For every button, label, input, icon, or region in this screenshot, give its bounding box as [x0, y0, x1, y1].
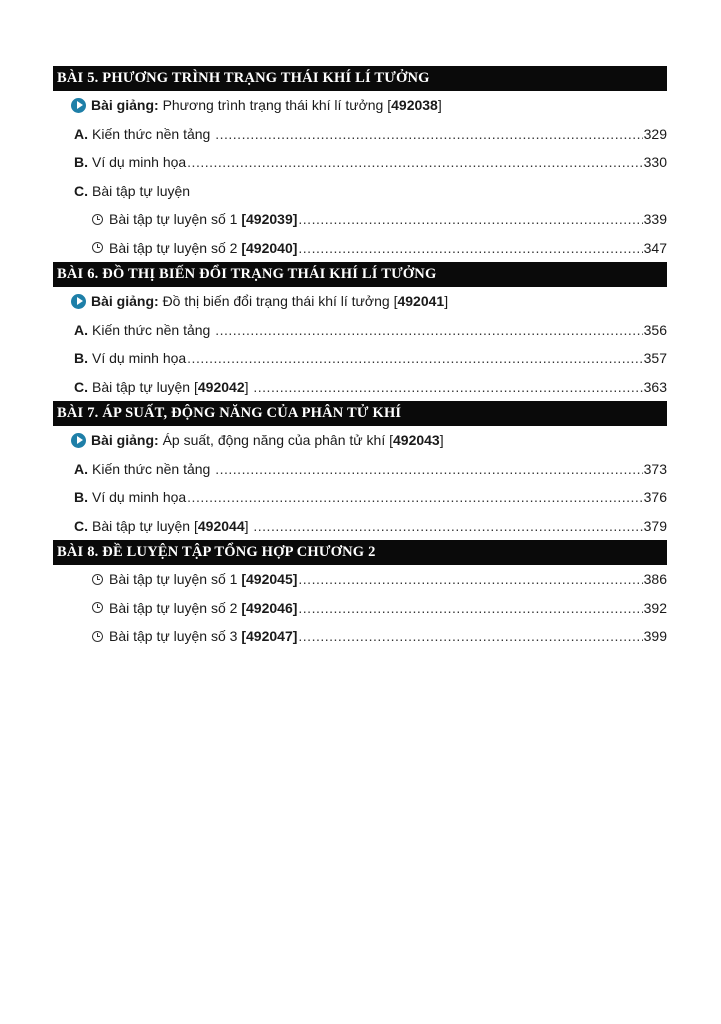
entry-code: 492042 [197, 378, 245, 395]
clock-icon [92, 242, 103, 253]
entry-title: Bài tập tự luyện số 3 [109, 628, 238, 644]
lecture-title: Áp suất, động năng của phân tử khí [162, 432, 386, 448]
entry-code: 492045 [246, 571, 293, 587]
entry-letter: A. [74, 460, 88, 477]
lecture-code: 492043 [393, 432, 440, 448]
entry-code: 492046 [246, 599, 293, 616]
entry-title: Bài tập tự luyện [92, 182, 191, 199]
dot-leader [253, 373, 642, 402]
entry-title: Bài tập tự luyện số 2 [109, 239, 238, 256]
entry-title: Kiến thức nền tảng [92, 125, 211, 142]
page-number: 329 [643, 125, 667, 142]
dot-leader [187, 344, 642, 373]
page-number: 373 [643, 460, 667, 477]
dot-leader [215, 455, 642, 484]
entry-letter: A. [74, 321, 88, 338]
entry-code: 492040 [246, 239, 293, 256]
toc-sub-entry[interactable]: Bài tập tự luyện số 1 [ 492045 ] ..... 386 [53, 565, 667, 594]
entry-letter: C. [74, 182, 88, 199]
toc-sub-entry[interactable]: Bài tập tự luyện số 2 [ 492046 ] ..... 392 [53, 594, 667, 623]
dot-leader [253, 512, 642, 541]
toc-sub-entry[interactable]: Bài tập tự luyện số 3 [ 492047 ] ..... 399 [53, 622, 667, 651]
entry-letter: A. [74, 125, 88, 142]
clock-icon [92, 214, 103, 225]
toc-sub-entry[interactable]: Bài tập tự luyện số 2 [ 492040 ] ..... 347 [53, 234, 667, 263]
page-number: 399 [643, 628, 667, 644]
entry-letter: B. [74, 154, 88, 170]
lecture-link[interactable]: Bài giảng: Áp suất, động năng của phân tử khí [ 492043 ] [53, 426, 667, 455]
play-icon [71, 433, 86, 448]
section-header: BÀI 8. ĐỀ LUYỆN TẬP TỔNG HỢP CHƯƠNG 2 [53, 540, 667, 565]
lecture-label: Bài giảng: [91, 432, 159, 448]
toc-entry[interactable] [53, 344, 667, 373]
page-number: 363 [643, 378, 667, 395]
lecture-code: 492041 [397, 293, 445, 309]
toc-entry[interactable] [53, 483, 667, 512]
entry-letter: C. [74, 517, 88, 534]
toc-entry[interactable] [53, 316, 667, 345]
toc-entry[interactable] [53, 148, 667, 177]
play-icon [71, 98, 86, 113]
toc-entry[interactable]: C. Bài tập tự luyện [ 492042 ] ..... 363 [53, 373, 667, 402]
lecture-label: Bài giảng: [91, 293, 159, 309]
lecture-title: Phương trình trạng thái khí lí tưởng [162, 97, 384, 113]
dot-leader [187, 483, 642, 512]
toc-entry [53, 177, 667, 206]
section-header: BÀI 7. ÁP SUẤT, ĐỘNG NĂNG CỦA PHÂN TỬ KHÍ [53, 401, 667, 426]
entry-code: 492047 [246, 628, 293, 644]
entry-title: Ví dụ minh họa [92, 489, 187, 505]
entry-title: Bài tập tự luyện [92, 517, 191, 534]
dot-leader [215, 120, 642, 149]
toc-sub-entry[interactable]: Bài tập tự luyện số 1 [ 492039 ] ..... 339 [53, 205, 667, 234]
lecture-label: Bài giảng: [91, 97, 159, 113]
clock-icon [92, 574, 103, 585]
entry-title: Ví dụ minh họa [92, 154, 187, 170]
toc-entry[interactable] [53, 120, 667, 149]
dot-leader [298, 594, 642, 623]
lecture-code: 492038 [391, 97, 438, 113]
entry-title: Bài tập tự luyện [92, 378, 191, 395]
table-of-contents [53, 66, 667, 651]
entry-title: Kiến thức nền tảng [92, 321, 211, 338]
page-number: 356 [643, 321, 667, 338]
section-header: BÀI 6. ĐỒ THỊ BIẾN ĐỔI TRẠNG THÁI KHÍ LÍ TƯỞNG [53, 262, 667, 287]
entry-title: Ví dụ minh họa [92, 350, 187, 366]
entry-title: Kiến thức nền tảng [92, 460, 211, 477]
entry-code: 492044 [197, 517, 245, 534]
entry-title: Bài tập tự luyện số 1 [109, 211, 238, 227]
page-number: 357 [643, 350, 667, 366]
page-number: 347 [643, 239, 667, 256]
page-number: 392 [643, 599, 667, 616]
page-number: 330 [643, 154, 667, 170]
page-number: 386 [643, 571, 667, 587]
dot-leader [298, 622, 642, 651]
lecture-link[interactable]: Bài giảng: Đồ thị biến đổi trạng thái khí lí tưởng [ 492041 ] [53, 287, 667, 316]
entry-letter: C. [74, 378, 88, 395]
toc-entry[interactable] [53, 455, 667, 484]
entry-letter: B. [74, 489, 88, 505]
entry-code: 492039 [246, 211, 293, 227]
lecture-title: Đồ thị biến đổi trạng thái khí lí tưởng [162, 293, 390, 309]
dot-leader [215, 316, 642, 345]
page-number: 379 [643, 517, 667, 534]
entry-title: Bài tập tự luyện số 2 [109, 599, 238, 616]
dot-leader [187, 148, 642, 177]
clock-icon [92, 602, 103, 613]
lecture-link[interactable]: Bài giảng: Phương trình trạng thái khí lí tưởng [ 492038 ] [53, 91, 667, 120]
entry-title: Bài tập tự luyện số 1 [109, 571, 238, 587]
toc-entry[interactable]: C. Bài tập tự luyện [ 492044 ] ..... 379 [53, 512, 667, 541]
page-number: 376 [643, 489, 667, 505]
dot-leader [298, 205, 642, 234]
page-number: 339 [643, 211, 667, 227]
play-icon [71, 294, 86, 309]
entry-letter: B. [74, 350, 88, 366]
dot-leader [298, 565, 642, 594]
dot-leader [298, 234, 642, 263]
section-header: BÀI 5. PHƯƠNG TRÌNH TRẠNG THÁI KHÍ LÍ TƯỞNG [53, 66, 667, 91]
clock-icon [92, 631, 103, 642]
